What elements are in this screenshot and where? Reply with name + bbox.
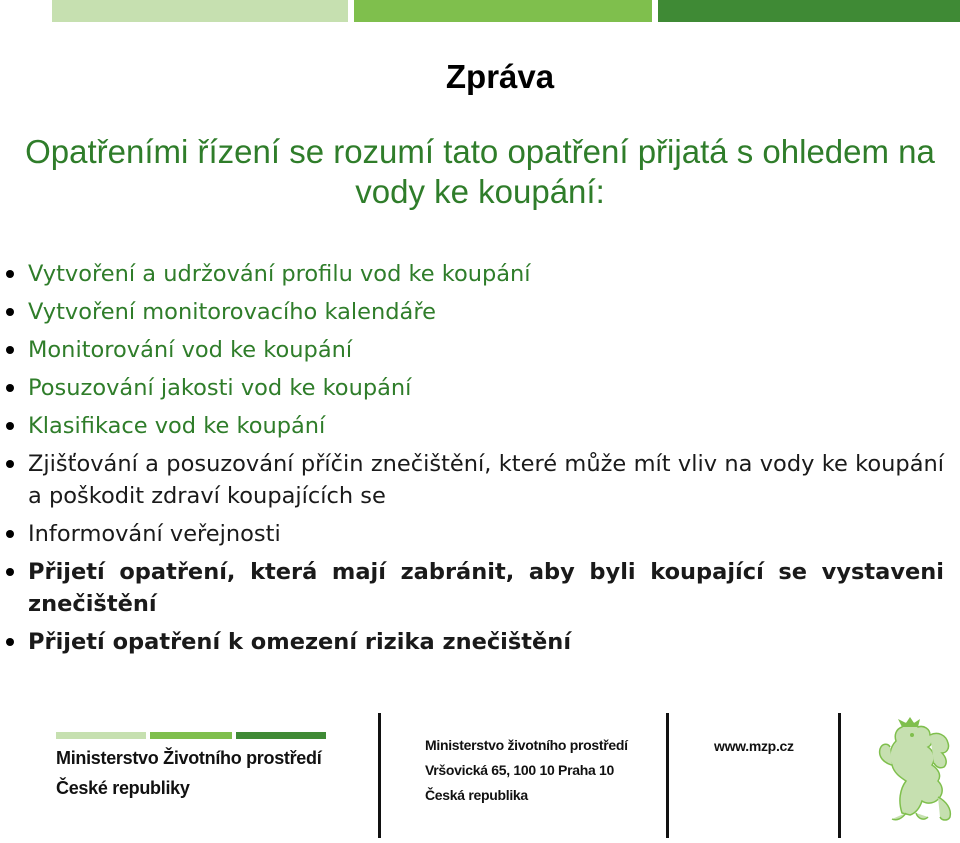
list-item: Informování veřejnosti xyxy=(0,518,960,550)
footer-bar-dark xyxy=(236,732,326,739)
footer-bar-light xyxy=(56,732,146,739)
divider xyxy=(838,713,841,838)
website-link[interactable]: www.mzp.cz xyxy=(714,738,794,754)
divider xyxy=(378,713,381,838)
top-bar-dark xyxy=(658,0,960,22)
address-street: Vršovická 65, 100 10 Praha 10 xyxy=(425,762,615,778)
footer xyxy=(0,705,960,843)
bullet-icon xyxy=(6,270,14,278)
measures-list xyxy=(0,258,960,664)
bullet-icon xyxy=(6,308,14,316)
page-title: Zpráva xyxy=(445,58,555,95)
page-subtitle: Opatřeními řízení se rozumí tato opatření přijatá s ohledem na vody ke koupání: xyxy=(25,133,935,210)
list-item: Posuzování jakosti vod ke koupání xyxy=(0,372,960,404)
list-item: Zjišťování a posuzování příčin znečištění, které může mít vliv na vody ke koupání a poškodit zdraví koupajících se xyxy=(0,448,960,512)
list-item: Vytvoření a udržování profilu vod ke koupání xyxy=(0,258,960,290)
list-item: Přijetí opatření, která mají zabránit, aby byli koupající se vystaveni znečištění xyxy=(0,556,960,620)
list-item: Vytvoření monitorovacího kalendáře xyxy=(0,296,960,328)
list-item: Klasifikace vod ke koupání xyxy=(0,410,960,442)
czech-lion-emblem-icon xyxy=(872,713,958,825)
bullet-icon xyxy=(6,384,14,392)
address-name: Ministerstvo životního prostředí xyxy=(425,737,628,753)
bullet-icon xyxy=(6,568,14,576)
footer-bar-mid xyxy=(150,732,232,739)
address-country: Česká republika xyxy=(425,787,528,803)
ministry-country: České republiky xyxy=(56,778,190,798)
top-bar-light xyxy=(52,0,348,22)
bullet-icon xyxy=(6,460,14,468)
bullet-icon xyxy=(6,638,14,646)
divider xyxy=(666,713,669,838)
bullet-icon xyxy=(6,346,14,354)
list-item: Přijetí opatření k omezení rizika znečištění xyxy=(0,626,960,658)
ministry-name: Ministerstvo Životního prostředí xyxy=(56,748,322,768)
top-bar-mid xyxy=(354,0,652,22)
list-item: Monitorování vod ke koupání xyxy=(0,334,960,366)
bullet-icon xyxy=(6,422,14,430)
bullet-icon xyxy=(6,530,14,538)
